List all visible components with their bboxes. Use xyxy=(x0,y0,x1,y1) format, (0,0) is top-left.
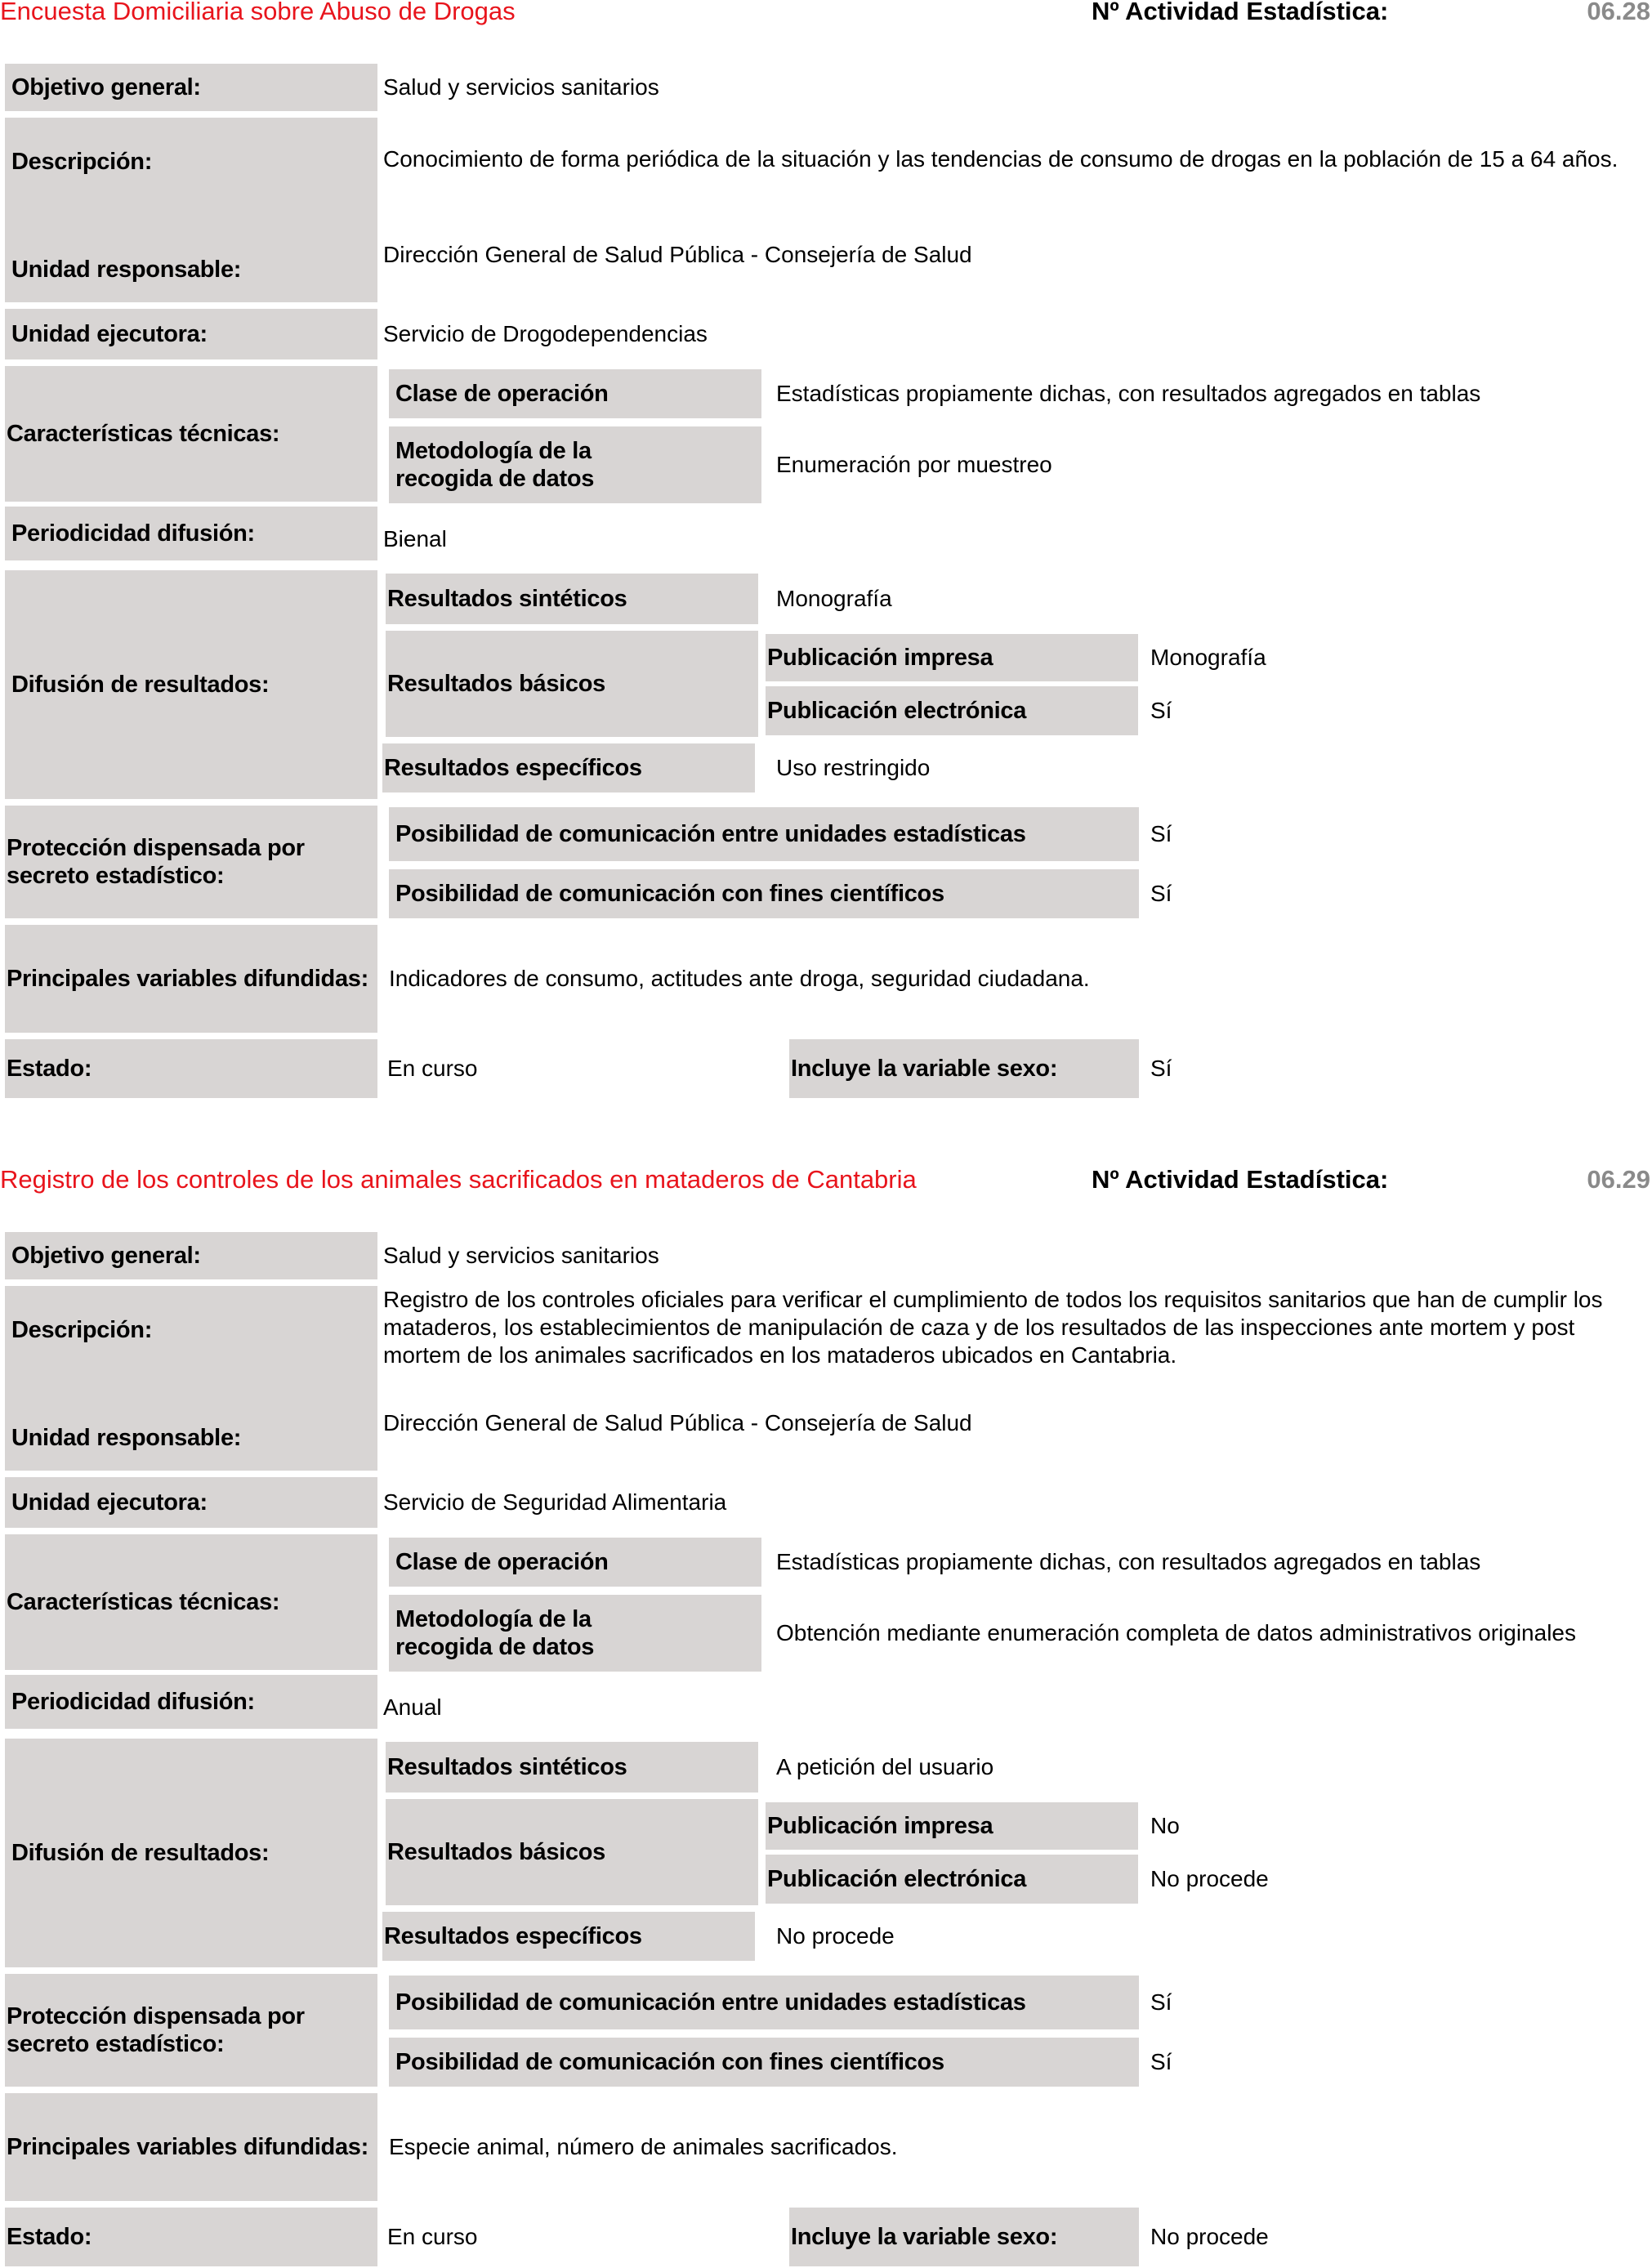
estado-value: En curso xyxy=(387,2224,478,2249)
unidad-responsable-label: Unidad responsable: xyxy=(11,1424,242,1451)
res-sinteticos-label: Resultados sintéticos xyxy=(386,574,758,624)
clase-operacion-value: Estadísticas propiamente dichas, con resultados agregados en tablas xyxy=(776,1549,1481,1574)
res-especificos-value: No procede xyxy=(776,1923,895,1949)
proteccion-label: Protección dispensada por secreto estadístico: xyxy=(5,806,377,918)
periodicidad-value: Bienal xyxy=(383,526,447,551)
pub-electronica-label: Publicación electrónica xyxy=(766,686,1138,735)
activity-code: 06.29 xyxy=(1587,1165,1650,1194)
metodologia-label: Metodología de la recogida de datos xyxy=(389,426,761,503)
com-unidades-value: Sí xyxy=(1150,1989,1172,2015)
metodologia-value: Enumeración por muestreo xyxy=(776,452,1052,477)
res-especificos-label: Resultados específicos xyxy=(382,1912,755,1961)
res-sinteticos-value: A petición del usuario xyxy=(776,1754,994,1779)
unidad-responsable-value: Dirección General de Salud Pública - Consejería de Salud xyxy=(383,1410,972,1435)
clase-operacion-value: Estadísticas propiamente dichas, con resultados agregados en tablas xyxy=(776,381,1481,406)
activity-number-label: Nº Actividad Estadística: xyxy=(1092,1165,1389,1194)
res-sinteticos-label: Resultados sintéticos xyxy=(386,1742,758,1793)
unidad-ejecutora-label: Unidad ejecutora: xyxy=(5,1477,377,1528)
variables-value: Indicadores de consumo, actitudes ante droga, seguridad ciudadana. xyxy=(389,966,1090,991)
caracteristicas-label: Características técnicas: xyxy=(5,1534,377,1670)
com-unidades-label: Posibilidad de comunicación entre unidades estadísticas xyxy=(389,1976,1139,2029)
estado-label: Estado: xyxy=(5,1039,377,1098)
pub-impresa-value: No xyxy=(1150,1813,1180,1838)
objetivo-label: Objetivo general: xyxy=(5,64,377,111)
pub-electronica-label: Publicación electrónica xyxy=(766,1855,1138,1904)
sexo-label: Incluye la variable sexo: xyxy=(789,2208,1139,2266)
descripcion-label: Descripción: xyxy=(5,118,377,302)
sexo-value: No procede xyxy=(1150,2224,1269,2249)
unidad-ejecutora-value: Servicio de Drogodependencias xyxy=(383,321,708,346)
periodicidad-label: Periodicidad difusión: xyxy=(5,1675,377,1729)
descripcion-value: Conocimiento de forma periódica de la situación y las tendencias de consumo de drogas en la población de 15 a 64 años. xyxy=(383,146,1619,172)
estado-label: Estado: xyxy=(5,2208,377,2266)
estado-value: En curso xyxy=(387,1056,478,1081)
caracteristicas-label: Características técnicas: xyxy=(5,366,377,502)
com-cientificos-value: Sí xyxy=(1150,2049,1172,2074)
metodologia-value: Obtención mediante enumeración completa de datos administrativos originales xyxy=(776,1620,1576,1645)
metodologia-label: Metodología de la recogida de datos xyxy=(389,1595,761,1672)
objetivo-value: Salud y servicios sanitarios xyxy=(383,74,659,100)
com-cientificos-label: Posibilidad de comunicación con fines científicos xyxy=(389,869,1139,918)
periodicidad-label: Periodicidad difusión: xyxy=(5,507,377,560)
com-unidades-value: Sí xyxy=(1150,821,1172,846)
periodicidad-value: Anual xyxy=(383,1694,442,1720)
pub-electronica-value: Sí xyxy=(1150,698,1172,723)
unidad-ejecutora-label: Unidad ejecutora: xyxy=(5,309,377,359)
com-unidades-label: Posibilidad de comunicación entre unidades estadísticas xyxy=(389,807,1139,861)
res-especificos-value: Uso restringido xyxy=(776,755,931,780)
clase-operacion-label: Clase de operación xyxy=(389,369,761,418)
com-cientificos-label: Posibilidad de comunicación con fines científicos xyxy=(389,2038,1139,2087)
res-especificos-label: Resultados específicos xyxy=(382,743,755,792)
activity-number-label: Nº Actividad Estadística: xyxy=(1092,0,1389,25)
unidad-ejecutora-value: Servicio de Seguridad Alimentaria xyxy=(383,1489,727,1515)
descripcion-label: Descripción: xyxy=(5,1286,377,1471)
variables-label: Principales variables difundidas: xyxy=(5,2093,377,2201)
sexo-label: Incluye la variable sexo: xyxy=(789,1039,1139,1098)
pub-impresa-label: Publicación impresa xyxy=(766,634,1138,681)
clase-operacion-label: Clase de operación xyxy=(389,1538,761,1587)
unidad-responsable-value: Dirección General de Salud Pública - Consejería de Salud xyxy=(383,242,972,267)
descripcion-value: Registro de los controles oficiales para verificar el cumplimiento de todos los requisitos sanitarios que han de cumplir los mataderos, los establecimientos de manipulación de caza y de los resultados de las inspecciones ante mortem y post mortem de los animales sacrificados en los mataderos ubicados en Cantabria. xyxy=(383,1287,1603,1368)
variables-label: Principales variables difundidas: xyxy=(5,925,377,1033)
difusion-label: Difusión de resultados: xyxy=(5,570,377,799)
res-basicos-label: Resultados básicos xyxy=(386,1799,758,1905)
pub-impresa-label: Publicación impresa xyxy=(766,1802,1138,1850)
pub-electronica-value: No procede xyxy=(1150,1866,1269,1891)
difusion-label: Difusión de resultados: xyxy=(5,1739,377,1967)
sexo-value: Sí xyxy=(1150,1056,1172,1081)
activity-title: Registro de los controles de los animales sacrificados en mataderos de Cantabria xyxy=(0,1165,917,1194)
activity-title: Encuesta Domiciliaria sobre Abuso de Drogas xyxy=(0,0,516,25)
res-basicos-label: Resultados básicos xyxy=(386,631,758,737)
pub-impresa-value: Monografía xyxy=(1150,645,1266,670)
variables-value: Especie animal, número de animales sacrificados. xyxy=(389,2134,898,2159)
proteccion-label: Protección dispensada por secreto estadístico: xyxy=(5,1974,377,2087)
unidad-responsable-label: Unidad responsable: xyxy=(11,256,242,283)
com-cientificos-value: Sí xyxy=(1150,881,1172,906)
objetivo-label: Objetivo general: xyxy=(5,1232,377,1279)
activity-code: 06.28 xyxy=(1587,0,1650,25)
objetivo-value: Salud y servicios sanitarios xyxy=(383,1243,659,1268)
res-sinteticos-value: Monografía xyxy=(776,586,892,611)
